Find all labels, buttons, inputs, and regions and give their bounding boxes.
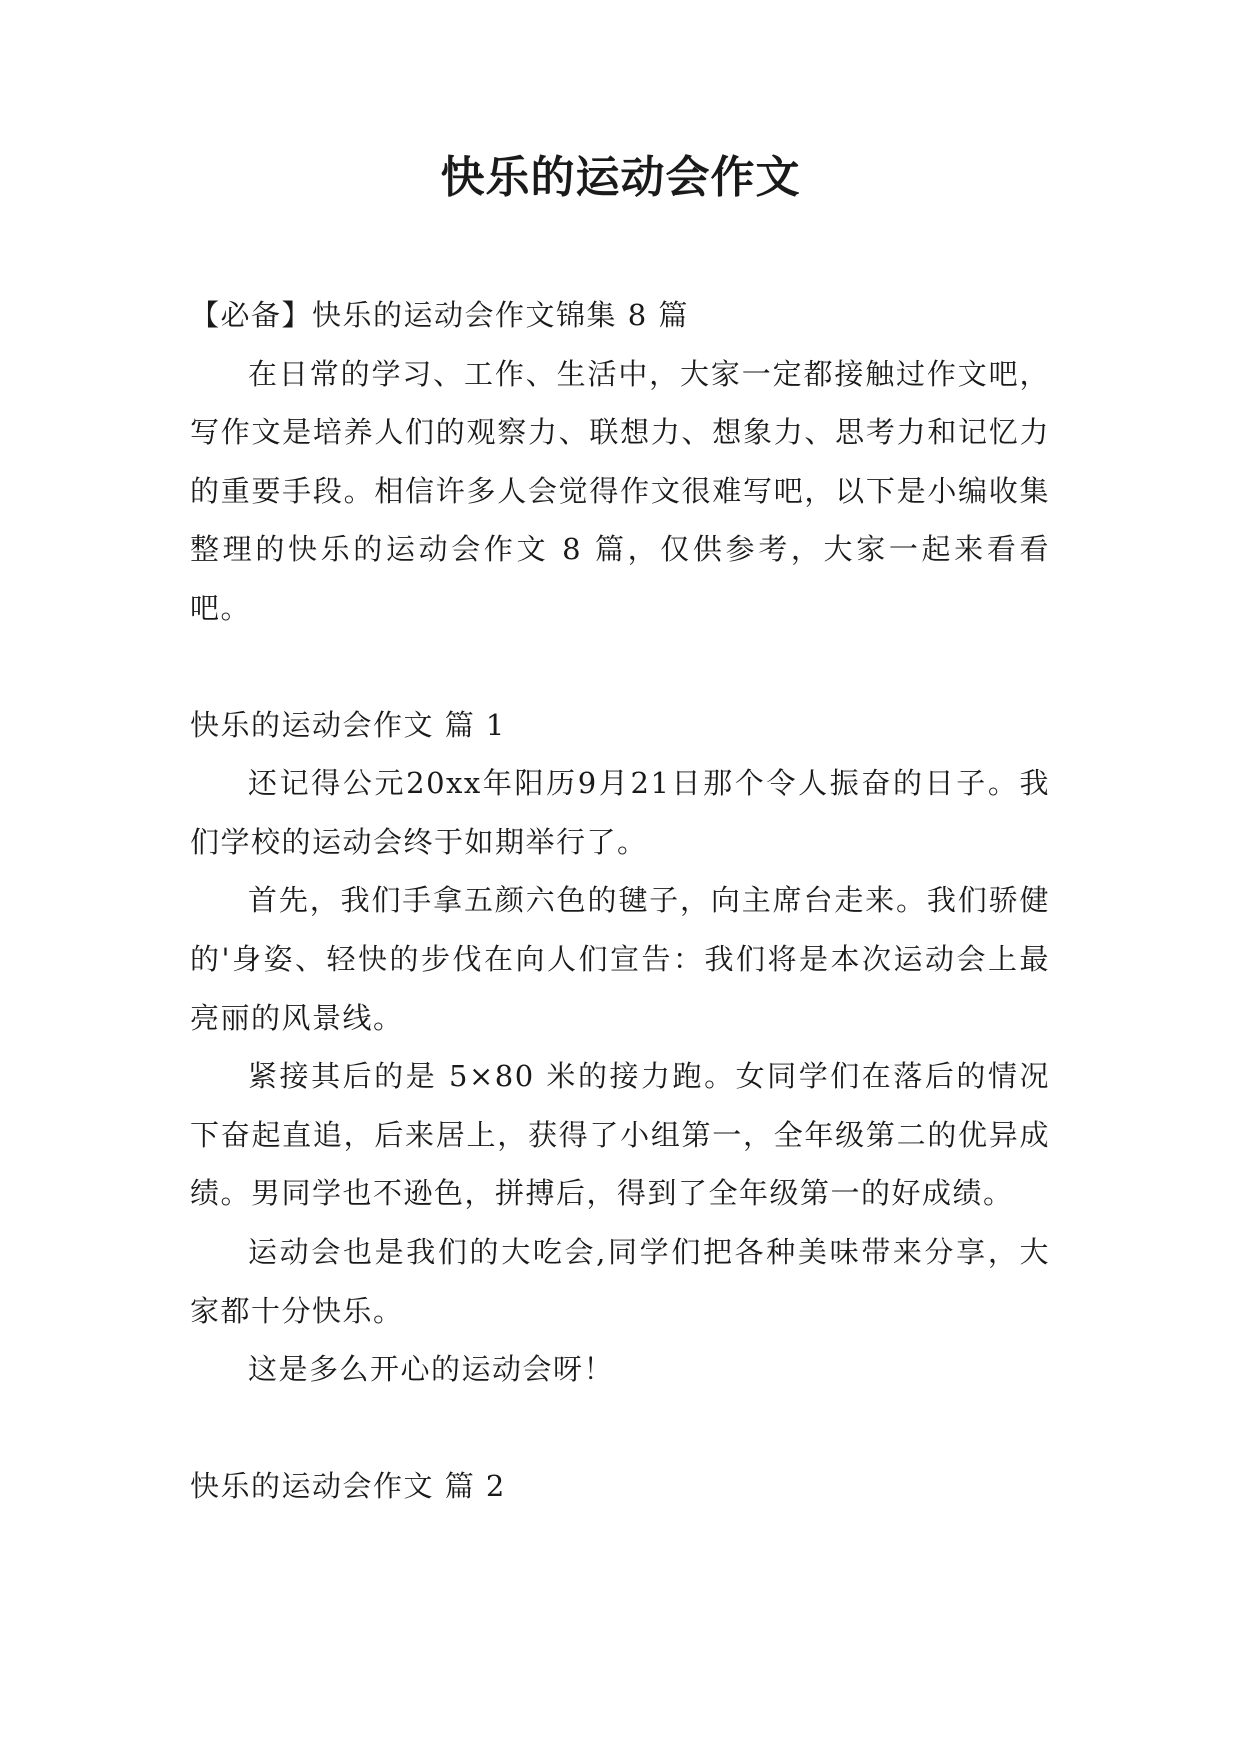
body-paragraph: 运动会也是我们的大吃会,同学们把各种美味带来分享，大家都十分快乐。 (190, 1234, 1050, 1328)
document-body (190, 286, 1050, 1515)
section-heading: 快乐的运动会作文 篇 2 (190, 1468, 506, 1503)
body-paragraph: 首先，我们手拿五颜六色的毽子，向主席台走来。我们骄健的'身姿、轻快的步伐在向人们宣告：我们将是本次运动会上最亮丽的风景线。 (190, 883, 1050, 1035)
body-paragraph: 紧接其后的是 5×80 米的接力跑。女同学们在落后的情况下奋起直追，后来居上，获得了小组第一，全年级第二的优异成绩。男同学也不逊色，拼搏后，得到了全年级第一的好成绩。 (190, 1059, 1050, 1211)
document-title: 快乐的运动会作文 (440, 152, 801, 203)
body-paragraph: 这是多么开心的运动会呀！ (248, 1352, 615, 1387)
document-subtitle: 【必备】快乐的运动会作文锦集 8 篇 (190, 298, 689, 332)
section-heading: 快乐的运动会作文 篇 1 (190, 707, 506, 742)
intro-paragraph: 在日常的学习、工作、生活中，大家一定都接触过作文吧，写作文是培养人们的观察力、联想力、想象力、思考力和记忆力的重要手段。相信许多人会觉得作文很难写吧，以下是小编收集整理的快乐的运动会作文 8 篇，仅供参考，大家一起来看看吧。 (190, 356, 1050, 625)
body-paragraph: 还记得公元20xx年阳历9月21日那个令人振奋的日子。我们学校的运动会终于如期举行了。 (190, 766, 1050, 859)
